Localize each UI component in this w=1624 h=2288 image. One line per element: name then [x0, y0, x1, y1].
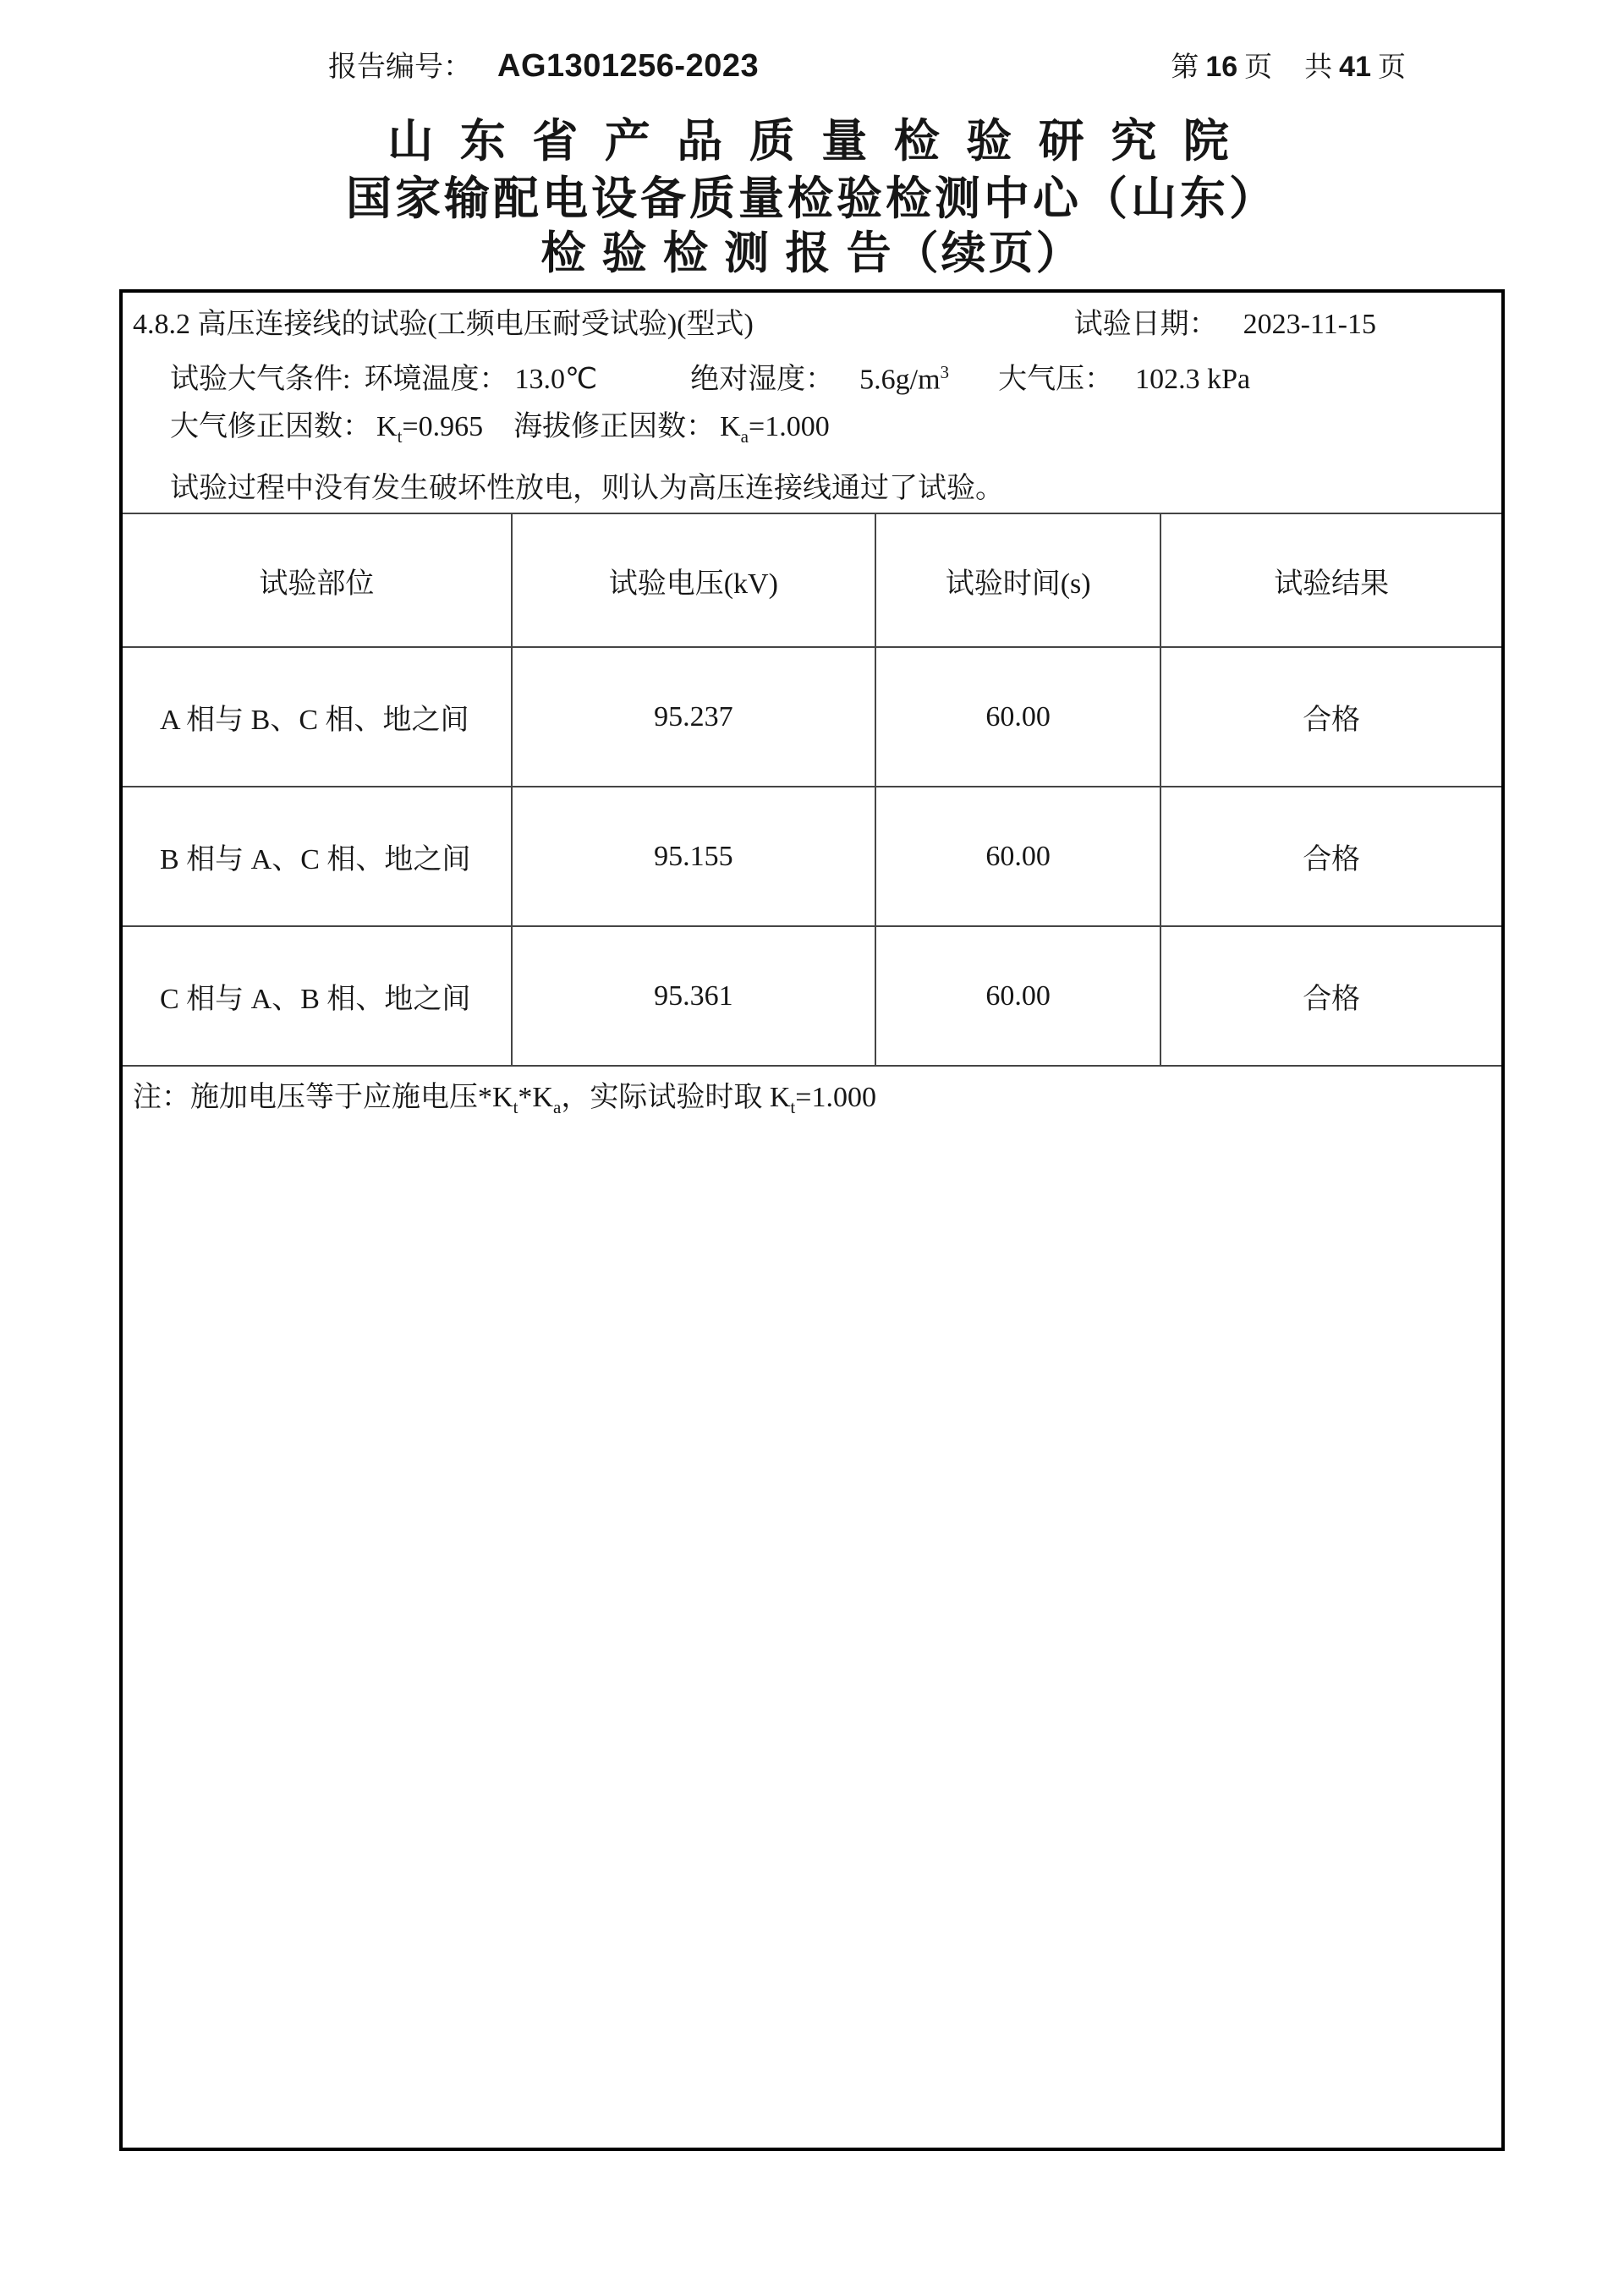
cell-test-voltage: 95.237 [512, 647, 875, 787]
column-header-test-time: 试验时间(s) [875, 513, 1160, 647]
column-header-test-voltage: 试验电压(kV) [512, 513, 875, 647]
ka-subscript: a [740, 426, 749, 447]
table-row [123, 647, 1501, 787]
page-indicator [1171, 48, 1406, 86]
report-body-frame [119, 289, 1505, 2151]
report-number-value: AG1301256-2023 [497, 48, 760, 84]
table-header-row [123, 513, 1501, 647]
ka-factor: $K_a=1.000$ [720, 411, 830, 447]
institute-title: 山 东 省 产 品 质 量 检 验 研 究 院 [387, 116, 1237, 167]
kt-factor: $K_t=0.965$ [376, 411, 484, 447]
test-date [1074, 306, 1376, 343]
cell-test-voltage: 95.361 [512, 926, 875, 1066]
page-header [0, 0, 1624, 86]
column-header-test-result: 试验结果 [1160, 513, 1501, 647]
section-heading-row [133, 306, 1501, 343]
cell-test-result: 合格 [1160, 787, 1501, 926]
page-mid: 页 [1244, 52, 1273, 83]
report-number-label: 报告编号： [328, 52, 472, 83]
pressure-label: 大气压： [998, 364, 1114, 396]
atmospheric-correction-label: 大气修正因数： [170, 411, 371, 443]
cell-test-result: 合格 [1160, 926, 1501, 1066]
center-title: 国家输配电设备质量检验检测中心（山东） [346, 173, 1278, 224]
table-row [123, 926, 1501, 1066]
cell-test-part: A 相与 B、C 相、地之间 [123, 647, 512, 787]
cell-test-part: C 相与 A、B 相、地之间 [123, 926, 512, 1066]
temperature-label: 环境温度： [364, 364, 508, 396]
cell-test-time: 60.00 [875, 787, 1160, 926]
cell-test-part: B 相与 A、C 相、地之间 [123, 787, 512, 926]
total-suffix: 页 [1378, 52, 1406, 83]
atmosphere-conditions-row [170, 354, 1501, 398]
column-header-test-part: 试验部位 [123, 513, 512, 647]
altitude-correction-label: 海拔修正因数： [513, 411, 716, 443]
report-number [328, 47, 759, 86]
atmosphere-label: 试验大气条件: [170, 364, 351, 396]
cell-test-time: 60.00 [875, 647, 1160, 787]
note-kt-subscript-1: t [513, 1096, 518, 1117]
note-kt-subscript-2: t [790, 1096, 796, 1117]
page-number: 16 [1205, 51, 1238, 83]
pressure-value: 102.3 kPa [1135, 364, 1251, 396]
total-number: 41 [1339, 51, 1371, 83]
kt-subscript: t [397, 426, 403, 447]
correction-factors-row [170, 409, 1501, 455]
test-date-value: 2023-11-15 [1243, 309, 1376, 340]
note-ka-subscript: a [552, 1096, 562, 1117]
cell-test-result: 合格 [1160, 647, 1501, 787]
cell-test-time: 60.00 [875, 926, 1160, 1066]
page-prefix: 第 [1171, 52, 1199, 83]
humidity-superscript: 3 [940, 362, 950, 382]
total-label: 共 [1304, 52, 1333, 83]
table-row [123, 787, 1501, 926]
temperature-value: 13.0℃ [514, 364, 598, 396]
test-results-table [123, 513, 1501, 1067]
humidity-label: 绝对湿度： [690, 364, 835, 396]
cell-test-voltage: 95.155 [512, 787, 875, 926]
conclusion-statement: 试验过程中没有发生破坏性放电，则认为高压连接线通过了试验。 [170, 473, 1004, 505]
test-date-label: 试验日期： [1073, 309, 1218, 340]
report-title: 检 验 检 测 报 告（续页） [540, 229, 1084, 278]
section-heading: 4.8.2 高压连接线的试验(工频电压耐受试验)(型式) [133, 309, 754, 340]
footnote: 注：施加电压等于应施电压$*K_t*K_a$，实际试验时取 $K_t=1.000$ [133, 1082, 876, 1117]
humidity-value: $5.6g/m^3$ [859, 362, 950, 396]
